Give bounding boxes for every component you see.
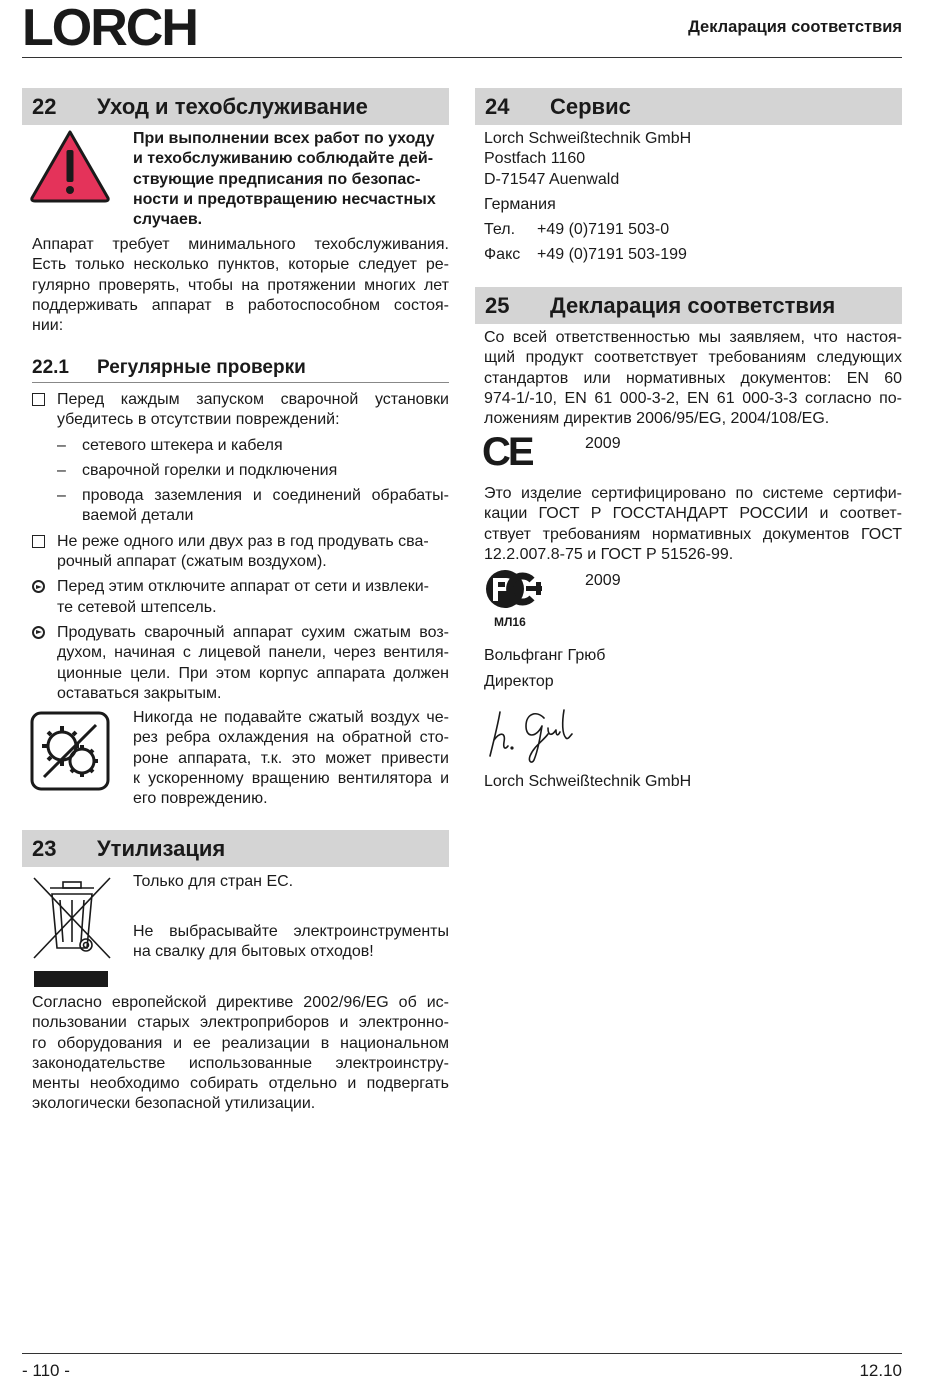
section-title: Сервис bbox=[550, 93, 631, 119]
header-title: Декларация соответствия bbox=[688, 18, 902, 36]
signer-name: Вольфганг Грюб bbox=[484, 647, 606, 664]
action-arrow-icon bbox=[32, 580, 45, 593]
disposal-warning: Не выбрасывайте электроинструменты на свалку для бытовых отходов! bbox=[133, 923, 449, 961]
section-title: Декларация соответствия bbox=[550, 292, 836, 318]
fax-row: Факс +49 (0)7191 503-199 bbox=[484, 246, 687, 264]
list-item: – сварочной горелки и подключения bbox=[57, 461, 338, 479]
ce-mark-icon: CE bbox=[482, 430, 532, 474]
warning-triangle-icon bbox=[28, 128, 112, 204]
subsection-22-1-heading: 22.1 Регулярные проверки bbox=[32, 357, 449, 383]
footer-rule bbox=[22, 1353, 902, 1354]
gost-code: МЛ16 bbox=[494, 615, 526, 629]
document-date: 12.10 bbox=[859, 1361, 902, 1380]
section-23-heading bbox=[22, 830, 449, 867]
warning-text: При выполнении всех работ по уходу и техобслуживанию соблюдайте дей- ствующие предписания по безопас- ности и предотвращению несчастных случаев. bbox=[133, 130, 436, 229]
disposal-eu-only: Только для стран ЕС. bbox=[133, 873, 294, 890]
gost-year: 2009 bbox=[585, 572, 621, 589]
signer-company: Lorch Schweißtechnik GmbH bbox=[484, 773, 692, 790]
section-number: 22 bbox=[32, 93, 57, 119]
fan-warning-note: Никогда не подавайте сжатый воздух че- рез ребра охлаждения на обратной сто- роне аппарата, т.к. это может привести к ускоренному вращению вентилятора и его повреждению. bbox=[133, 709, 449, 808]
ce-year: 2009 bbox=[585, 435, 621, 452]
checks-list bbox=[32, 390, 449, 704]
section-title: Утилизация bbox=[97, 835, 226, 861]
gost-certification-text: Это изделие сертифицировано по системе сертифи- кации ГОСТ Р ГОССТАНДАРТ РОССИИ и соответ- ствует требованиям нормативных документов ГОСТ 12.2.007.8-75 и ГОСТ Р 51526-99. bbox=[484, 485, 902, 563]
gost-r-mark-icon bbox=[484, 568, 544, 612]
checkbox-bullet-icon bbox=[32, 535, 45, 548]
maintenance-intro: Аппарат требует минимального техобслуживания. Есть только несколько пунктов, которые следует ре- гулярно проверять, чтобы на протяжении многих лет поддерживать аппарат в работоспособном состоя- нии: bbox=[32, 236, 449, 335]
phone-row: Тел. +49 (0)7191 503-0 bbox=[484, 221, 670, 239]
weee-crossed-bin-icon bbox=[30, 874, 114, 990]
disposal-directive: Согласно европейской директиве 2002/96/EG об ис- пользовании старых электроприборов и электронно- го оборудования и ее реализации в национальном законодательстве использованные электроинстру- менты необходимо собирать отдельно и подвергать экологически безопасной утилизации. bbox=[32, 994, 449, 1113]
declaration-text: Со всей ответственностью мы заявляем, что настоя- щий продукт соответствует требованиям следующих стандартов или нормативных документов: EN 60 974-1/-10, EN 61 000-3-2, EN 61 000-3-3 согласно по- ложениям директив 2006/95/EG, 2004/108/EG. bbox=[484, 329, 902, 428]
section-25-heading bbox=[475, 287, 902, 324]
checkbox-bullet-icon bbox=[32, 393, 45, 406]
handwritten-signature bbox=[486, 704, 576, 766]
section-number: 25 bbox=[485, 292, 510, 318]
list-item: – сетевого штекера и кабеля bbox=[57, 436, 283, 454]
action-arrow-icon bbox=[32, 626, 45, 639]
section-22-heading bbox=[22, 88, 449, 125]
lorch-logo: LORCH bbox=[22, 0, 197, 57]
list-item: – провода заземления и соединений обрабаты- ваемой детали bbox=[57, 487, 449, 525]
list-item: Продувать сварочный аппарат сухим сжатым воз- духом, начиная с лицевой панели, через вентиля- ционные цели. При этом корпус аппарата должен оставаться закрытым. bbox=[32, 623, 449, 704]
service-address: Lorch Schweißtechnik GmbH Postfach 1160 D-71547 Auenwald Германия Тел. +49 (0)7191 503-0 Факс +49 (0)7191 503-199 bbox=[484, 129, 902, 266]
list-item: Не реже одного или двух раз в год продувать сва- рочный аппарат (сжатым воздухом). bbox=[32, 532, 449, 573]
page-number: - 110 - bbox=[22, 1361, 70, 1380]
list-item: Перед каждым запуском сварочной установки убедитесь в отсутствии повреждений: bbox=[32, 390, 449, 431]
list-item: Перед этим отключите аппарат от сети и извлеки- те сетевой штепсель. bbox=[32, 577, 449, 618]
header-rule bbox=[22, 57, 902, 58]
no-compressed-air-fan-icon bbox=[30, 711, 110, 791]
signer-role: Директор bbox=[484, 673, 554, 690]
section-24-heading bbox=[475, 88, 902, 125]
section-title: Уход и техобслуживание bbox=[97, 93, 368, 119]
section-number: 23 bbox=[32, 835, 57, 861]
section-number: 24 bbox=[485, 93, 510, 119]
